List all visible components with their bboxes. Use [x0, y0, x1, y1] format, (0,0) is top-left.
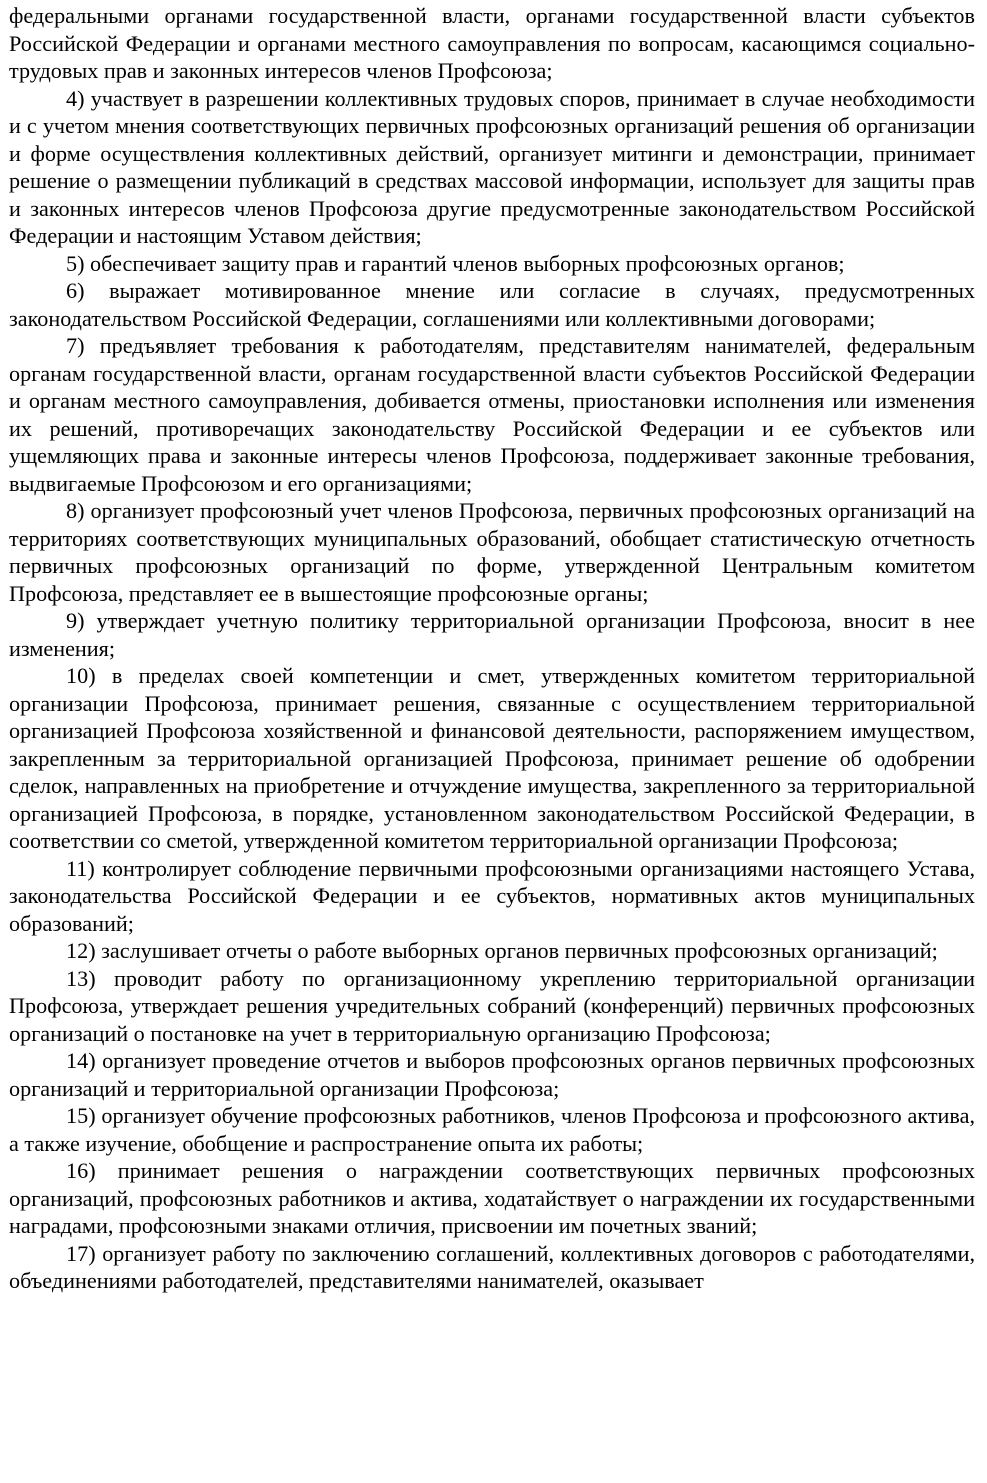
item-number: 16) [66, 1158, 96, 1183]
item-number: 4) [66, 85, 85, 111]
item-number: 8) [66, 498, 85, 523]
item-number: 13) [66, 965, 96, 991]
list-item-8 [9, 497, 975, 607]
item-text: участвует в разрешении коллективных трудовых споров, принимает в случае необходимости и с учетом мнения соответствующих первичных профсоюзных организаций решения об организации и форме осуществления коллективных действий, организует митинги и демонстрации, принимает решение о размещении публикаций в средствах массовой информации, использует для защиты прав и законных интересов членов Профсоюза другие предусмотренные законодательством Российской Федерации и настоящим Уставом действия; [9, 85, 976, 248]
item-text: предъявляет требования к работодателям, представителям нанимателей, федеральным органам государственной власти, органам государственной власти субъектов Российской Федерации и органам местного самоуправления, добивается отмены, приостановки исполнения или изменения их решений, противоречащих законодательству Российской Федерации и ее субъектов или ущемляющих права и законные интересы членов Профсоюза, поддерживает законные требования, выдвигаемые Профсоюзом и его организациями; [9, 333, 975, 496]
item-number: 9) [66, 608, 85, 633]
item-number: 15) [66, 1103, 96, 1128]
document-body [9, 2, 975, 1295]
item-text: контролирует соблюдение первичными профсоюзными организациями настоящего Устава, законодательства Российской Федерации и ее субъектов, нормативных актов муниципальных образований; [9, 855, 976, 936]
item-number: 17) [66, 1240, 96, 1266]
list-item-6 [9, 277, 975, 332]
list-item-13 [9, 965, 975, 1048]
item-text: выражает мотивированное мнение или согласие в случаях, предусмотренных законодательством Российской Федерации, соглашениями или коллективными договорами; [9, 278, 975, 331]
item-text: обеспечивает защиту прав и гарантий членов выборных профсоюзных органов; [90, 250, 845, 276]
list-item-5 [9, 250, 975, 278]
list-item-11 [9, 855, 975, 938]
paragraph-continuation [9, 2, 975, 85]
item-number: 7) [66, 333, 85, 358]
list-item-14 [9, 1047, 975, 1102]
item-number: 11) [66, 855, 95, 881]
item-number: 10) [66, 663, 96, 688]
item-number: 14) [66, 1048, 96, 1073]
list-item-9 [9, 607, 975, 662]
list-item-16 [9, 1157, 975, 1240]
item-text: заслушивает отчеты о работе выборных органов первичных профсоюзных организаций; [101, 938, 938, 963]
item-number: 12) [66, 938, 96, 963]
item-text: в пределах своей компетенции и смет, утвержденных комитетом территориальной организации Профсоюза, принимает решения, связанные с осуществлением территориальной организацией Профсоюза хозяйственной и финансовой деятельности, распоряжением имуществом, закрепленным за территориальной организацией Профсоюза, принимает решение об одобрении сделок, направленных на приобретение и отчуждение имущества, закрепленного за территориальной организацией Профсоюза, в порядке, установленном законодательством Российской Федерации, в соответствии со сметой, утвержденной комитетом территориальной организации Профсоюза; [9, 663, 975, 853]
item-text: проводит работу по организационному укреплению территориальной организации Профсоюза, утверждает решения учредительных собраний (конференций) первичных профсоюзных организаций о постановке на учет в территориальную организацию Профсоюза; [9, 965, 976, 1046]
list-item-12 [9, 937, 975, 965]
item-text: организует обучение профсоюзных работников, членов Профсоюза и профсоюзного актива, а также изучение, обобщение и распространение опыта их работы; [9, 1103, 975, 1156]
item-text: утверждает учетную политику территориальной организации Профсоюза, вносит в нее изменения; [9, 608, 976, 661]
list-item-4 [9, 85, 975, 250]
item-number: 5) [66, 250, 85, 276]
item-number: 6) [66, 278, 85, 303]
list-item-10 [9, 662, 975, 855]
list-item-15 [9, 1102, 975, 1157]
list-item-7 [9, 332, 975, 497]
item-text: организует работу по заключению соглашений, коллективных договоров с работодателями, объединениями работодателей, представителями нанимателей, оказывает [9, 1240, 976, 1293]
list-item-17 [9, 1240, 975, 1295]
item-text: организует профсоюзный учет членов Профсоюза, первичных профсоюзных организаций на территориях соответствующих муниципальных образований, обобщает статистическую отчетность первичных профсоюзных организаций по форме, утвержденной Центральным комитетом Профсоюза, представляет ее в вышестоящие профсоюзные органы; [9, 498, 975, 606]
item-text: принимает решения о награждении соответствующих первичных профсоюзных организаций, профсоюзных работников и актива, ходатайствует о награждении их государственными наградами, профсоюзными знаками отличия, присвоении им почетных званий; [9, 1158, 975, 1238]
item-text: организует проведение отчетов и выборов профсоюзных органов первичных профсоюзных организаций и территориальной организации Профсоюза; [9, 1048, 975, 1101]
paragraph-text: федеральными органами государственной власти, органами государственной власти субъектов Российской Федерации и органами местного самоуправления по вопросам, касающимся социально-трудовых прав и законных интересов членов Профсоюза; [9, 3, 975, 83]
